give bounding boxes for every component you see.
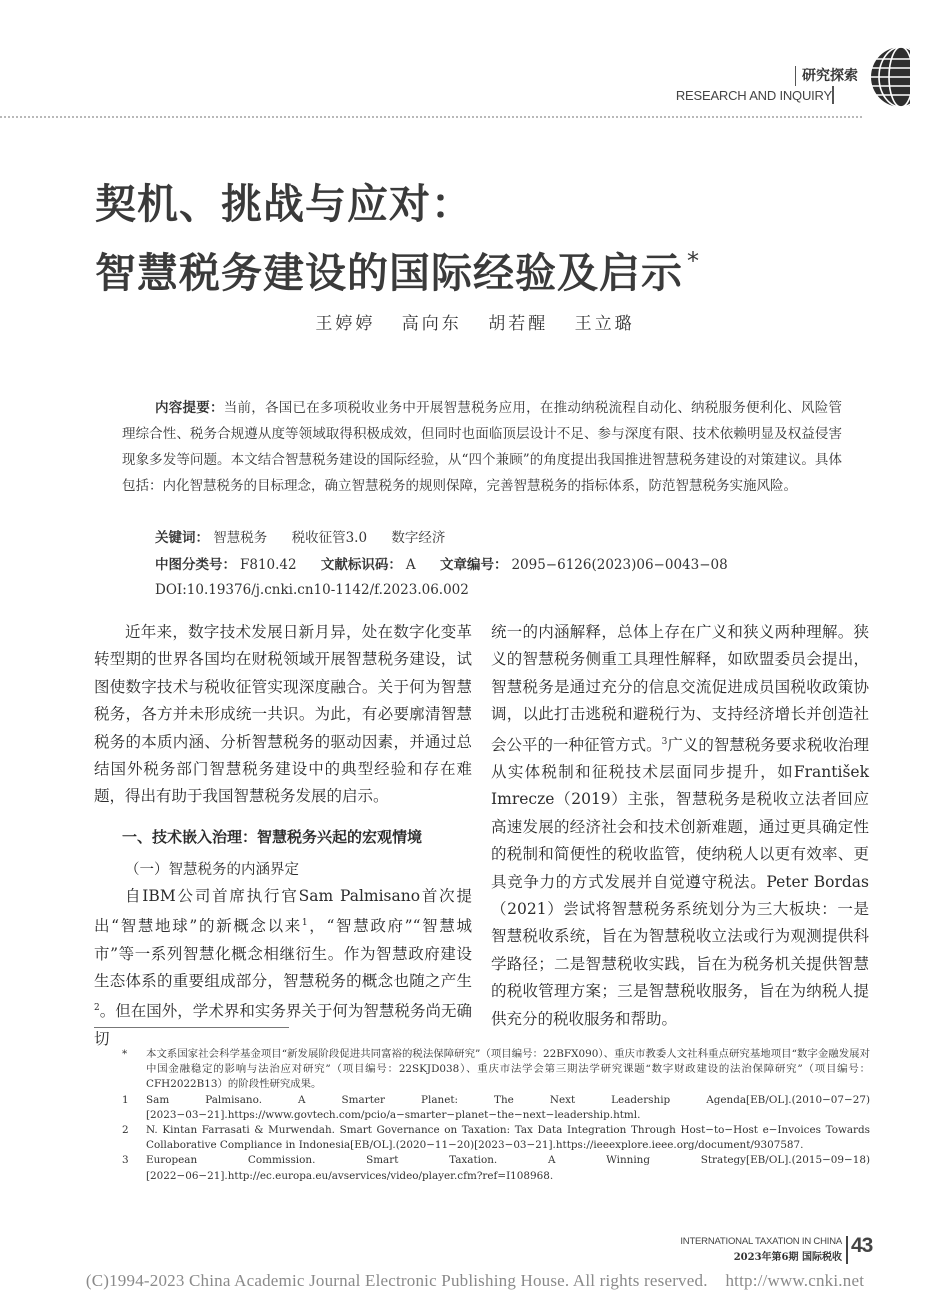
keywords	[155, 527, 855, 549]
paragraph-text: 广义的智慧税务要求税收治理从实体税制和征税技术层面同步提升，如František Imrecze（2019）主张，智慧税务是税收立法者回应高速发展的经济社会和技术创新难题，通过更具确定性的税制和简便性的税收监管，使纳税人以更有效率、更具竞争力的方式发展并自觉遵守税法。Peter Bordas（2021）尝试将智慧税务系统划分为三大板块：一是智慧税收系统，旨在为智慧税收立法或行为观测提供科学路径；二是智慧税收实践，旨在为税务机关提供智慧的税收管理方案；三是智慧税收服务，旨在为纳税人提供充分的税收服务和帮助。	[491, 735, 869, 1028]
footnote-ref: 1	[301, 918, 308, 929]
author-list	[0, 309, 950, 334]
footnote-ref: 2	[94, 1003, 100, 1014]
article-id-label: 文章编号：	[439, 557, 508, 573]
footer-divider	[846, 1236, 848, 1264]
body-column-left	[94, 619, 472, 1053]
body-paragraph	[491, 619, 869, 1033]
intro-paragraph: 近年来，数字技术发展日新月异，处在数字化变革转型期的世界各国均在财税领域开展智慧税务建设，试图使数字技术与税收征管实现深度融合。关于何为智慧税务，各方并未形成统一共识。为此，有必要廓清智慧税务的本质内涵、分析智慧税务的驱动因素，并通过总结国外税务部门智慧税务建设中的典型经验和存在难题，得出有助于我国智慧税务发展的启示。	[94, 623, 472, 806]
title-footnote-mark: *	[687, 247, 700, 275]
author: 王立璐	[574, 314, 635, 334]
paragraph-text: 自IBM公司首席执行官Sam Palmisano首次提出“智慧地球”的新概念以来	[94, 886, 472, 936]
author: 高向东	[401, 314, 462, 334]
doc-code-value: A	[405, 557, 416, 573]
keyword: 税收征管3.0	[291, 530, 368, 546]
section-heading: 一、技术嵌入治理：智慧税务兴起的宏观情境	[122, 827, 423, 846]
globe-icon	[870, 46, 910, 108]
doc-code-label: 文献标识码：	[320, 557, 402, 573]
header-dotted-rule	[0, 116, 862, 118]
author: 王婷婷	[315, 314, 376, 334]
footnote-text: European Commission. Smart Taxation. A Winning Strategy[EB/OL].(2015−09−18)[2022−06−21].http://ec.europa.eu/avservices/video/player.cfm?ref=I108968.	[146, 1154, 870, 1182]
section-label-cn: 研究探索	[795, 66, 858, 86]
clc-label: 中图分类号：	[155, 557, 236, 573]
footnotes	[122, 1047, 870, 1184]
title-line-2-text: 智慧税务建设的国际经验及启示	[95, 249, 683, 297]
footnote-ref: 3	[661, 736, 668, 747]
copyright-notice: (C)1994-2023 China Academic Journal Electronic Publishing House. All rights reserved. http://www.cnki.net	[85, 1271, 865, 1290]
abstract-text: 当前，各国已在多项税收业务中开展智慧税务应用，在推动纳税流程自动化、纳税服务便利化、风险管理综合性、税务合规遵从度等领域取得积极成效，但同时也面临顶层设计不足、参与深度有限、技术依赖明显及权益侵害现象多发等问题。本文结合智慧税务建设的国际经验，从“四个兼顾”的角度提出我国推进智慧税务建设的对策建议。具体包括：内化智慧税务的目标理念，确立智慧税务的规则保障，完善智慧税务的指标体系，防范智慧税务实施风险。	[122, 400, 843, 494]
footnote-mark: *	[122, 1048, 128, 1060]
abstract-label: 内容提要：	[155, 400, 224, 416]
article-title	[95, 176, 700, 302]
doi: DOI:10.19376/j.cnki.cn10-1142/f.2023.06.002	[155, 582, 469, 598]
title-line-2	[95, 233, 700, 302]
footnote-mark: 1	[122, 1093, 129, 1106]
footnote	[122, 1093, 870, 1123]
footnote-text: N. Kintan Farrasati & Murwendah. Smart Governance on Taxation: Tax Data Integration Through Host−to−Host e−Invoices Towards Collaborative Compliance in Indonesia[EB/OL].(2020−11−20)[2023−03−21].https://ieeexplore.ieee.org/document/9307587.	[146, 1124, 870, 1152]
keyword: 智慧税务	[213, 530, 268, 546]
abstract	[122, 395, 842, 499]
header-divider	[832, 86, 834, 104]
footnote-text: 本文系国家社会科学基金项目“新发展阶段促进共同富裕的税法保障研究”（项目编号：22BFX090）、重庆市教委人文社科重点研究基地项目“数字金融发展对中国金融稳定的影响与法治应对研究”（项目编号：22SKJD038）、重庆市法学会第三期法学研究课题“数字财政建设的法治保障研究”（项目编号：CFH2022B13）的阶段性研究成果。	[146, 1048, 870, 1091]
footnote-mark: 3	[122, 1154, 129, 1167]
footnote-text: Sam Palmisano. A Smarter Planet: The Next Leadership Agenda[EB/OL].(2010−07−27)[2023−03−21].https://www.govtech.com/pcio/a−smarter−planet−the−next−leadership.html.	[146, 1093, 870, 1121]
subsection-heading: （一）智慧税务的内涵界定	[125, 861, 299, 878]
footnote	[122, 1047, 870, 1093]
paragraph-text: 。但在国外，学术界和实务界关于何为智慧税务尚无确切	[94, 1002, 472, 1048]
journal-name-en: INTERNATIONAL TAXATION IN CHINA	[680, 1236, 842, 1247]
footnote-mark: 2	[122, 1124, 129, 1137]
keyword: 数字经济	[391, 530, 446, 546]
section-label-en: RESEARCH AND INQUIRY	[675, 88, 832, 103]
footnote	[122, 1123, 870, 1153]
keywords-label: 关键词：	[155, 530, 209, 546]
classification-line	[155, 554, 855, 576]
paragraph-text: 统一的内涵解释，总体上存在广义和狭义两种理解。狭义的智慧税务侧重工具理性解释，如欧盟委员会提出，智慧税务是通过充分的信息交流促进成员国税收政策协调，以此打击逃税和避税行为、支持经济增长并创造社会公平的一种征管方式。	[491, 623, 869, 754]
footnote	[122, 1153, 870, 1183]
clc-value: F810.42	[240, 557, 297, 573]
journal-issue: 2023年第6期 国际税收	[733, 1252, 842, 1263]
page-number: 43	[851, 1234, 873, 1257]
author: 胡若醒	[488, 314, 549, 334]
footnote-rule	[94, 1027, 289, 1028]
title-line-1: 契机、挑战与应对：	[95, 180, 473, 228]
paragraph-text: ，“智慧政府”“智慧城市”等一系列智慧化概念相继衍生。作为智慧政府建设生态体系的重要组成部分，智慧税务的概念也随之产生	[94, 917, 472, 991]
body-column-right	[491, 619, 869, 1033]
article-id-value: 2095−6126(2023)06−0043−08	[511, 557, 728, 573]
